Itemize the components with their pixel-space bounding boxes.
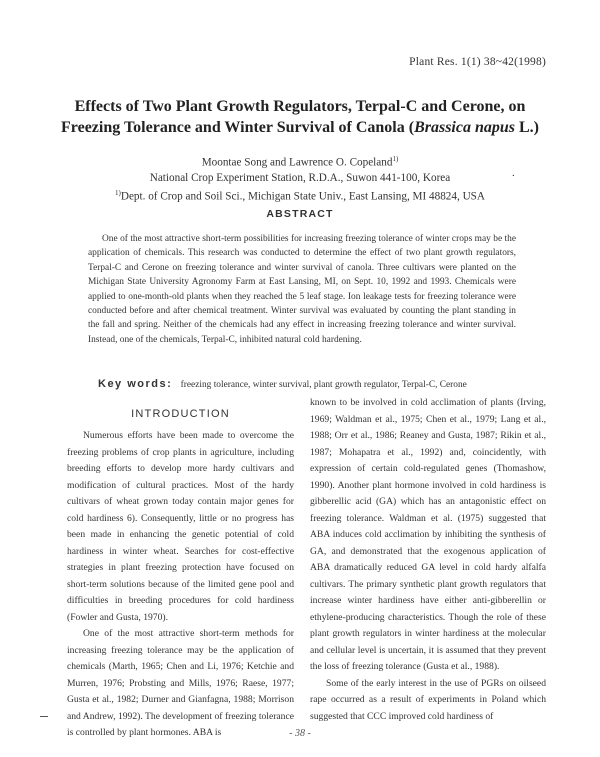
- abstract-text: One of the most attractive short-term possibilities for increasing freezing tolerance of winter crops may be the application of chemicals. This research was conducted to determine the effect of two plant growth regulators, Terpal-C and Cerone on freezing tolerance and winter survival of canola. Three cultivars were planted on the Michigan State University Agronomy Farm at East Lansing, MI, on Sept. 10, 1992 and 1993. Chemicals were applied to one-month-old plants when they reached the 5 leaf stage. Ion leakage tests for freezing tolerance were conducted before and after chemical treatment. Winter survival was evaluated by counting the plant standing in the fall and spring. Neither of the chemicals had any effect in increasing freezing tolerance and winter survival. Instead, one of the chemicals, Terpal-C, inhibited natural cold hardening.: [88, 234, 516, 345]
- page-number: - 38 -: [289, 728, 311, 739]
- keywords-text: freezing tolerance, winter survival, plant growth regulator, Terpal-C, Cerone: [180, 380, 467, 390]
- keywords-label: Key words:: [98, 378, 173, 390]
- title-line-1: Effects of Two Plant Growth Regulators, Terpal-C and Cerone, on: [74, 98, 526, 115]
- author-block: [40, 152, 560, 204]
- abstract-body: [88, 232, 516, 347]
- intro-paragraph-1: Numerous efforts have been made to overcome the freezing problems of crop plants in agriculture, including breeding efforts to develop more hardy cultivars and modification of cultural practices. Most of the hardy cultivars of wheat grown today contain major genes for cold hardiness 6). Consequently, little or no progress has been made in enhancing the genetic potential of cold hardiness in winter wheat. Searches for cost-effective strategies in plant freezing protection have focused on short-term solutions because of the limited gene pool and difficulties in breeding procedures for cold hardiness (Fowler and Gusta, 1970).: [67, 430, 294, 623]
- intro-paragraph-4: Some of the early interest in the use of PGRs on oilseed rape occurred as a result of experiments in Poland which suggested that CCC improved cold hardiness of: [310, 677, 546, 722]
- left-column: [67, 428, 294, 742]
- intro-paragraph-2: One of the most attractive short-term methods for increasing freezing tolerance may be the application of chemicals (Marth, 1965; Chen and Li, 1976; Ketchie and Murren, 1976; Probsting and Mills, 1976; Raese, 1977; Gusta et al., 1982; Durner and Gianfagna, 1988; Morrison and Andrew, 1992). The development of freezing tolerance is controlled by plant hormones. ABA is: [67, 628, 294, 738]
- affiliation-2: Dept. of Crop and Soil Sci., Michigan State Univ., East Lansing, MI 48824, USA: [120, 190, 485, 203]
- affiliation-1: National Crop Experiment Station, R.D.A., Suwon 441-100, Korea: [149, 171, 451, 184]
- keywords: [98, 378, 528, 390]
- journal-reference: Plant Res. 1(1) 38~42(1998): [409, 56, 546, 68]
- stray-mark: .: [512, 167, 515, 179]
- paper-title: [40, 96, 560, 138]
- abstract-heading: ABSTRACT: [266, 208, 334, 220]
- intro-paragraph-3: known to be involved in cold acclimation of plants (Irving, 1969; Waldman et al., 1975; Chen et al., 1979; Lang et al., 1988; Orr et al., 1986; Reaney and Gusta, 1987; Rikin et al., 1987; Mohapatra et al., 1992) and, coincidently, with expression of certain cold-regulated genes (Thomashow, 1990). Another plant hormone involved in cold hardiness is gibberellic acid (GA) which has an antagonistic effect on freezing tolerance. Waldman et al. (1975) suggested that ABA induces cold acclimation by inhibiting the synthesis of GA, and demonstrated that the exogenous application of ABA dramatically reduced GA level in cold hardy alfalfa cultivars. The primary synthetic plant growth regulators that increase winter hardiness have either anti-gibberellin or ethylene-producing characteristics. Though the role of these plant growth regulators in winter hardiness at the molecular and cellular level is uncertain, it is assumed that they prevent the loss of freezing tolerance (Gusta et al., 1988).: [310, 397, 546, 672]
- title-line-2: Freezing Tolerance and Winter Survival of Canola (: [61, 119, 415, 136]
- title-species: Brassica napus: [414, 119, 515, 136]
- affiliation-2-superscript: 1): [115, 188, 121, 197]
- title-line-2-end: L.): [514, 119, 539, 136]
- introduction-heading: INTRODUCTION: [131, 408, 230, 420]
- author-names: Moontae Song and Lawrence O. Copeland: [201, 156, 393, 169]
- right-column: [310, 395, 546, 725]
- author-superscript: 1): [392, 155, 399, 163]
- margin-mark: [40, 716, 48, 717]
